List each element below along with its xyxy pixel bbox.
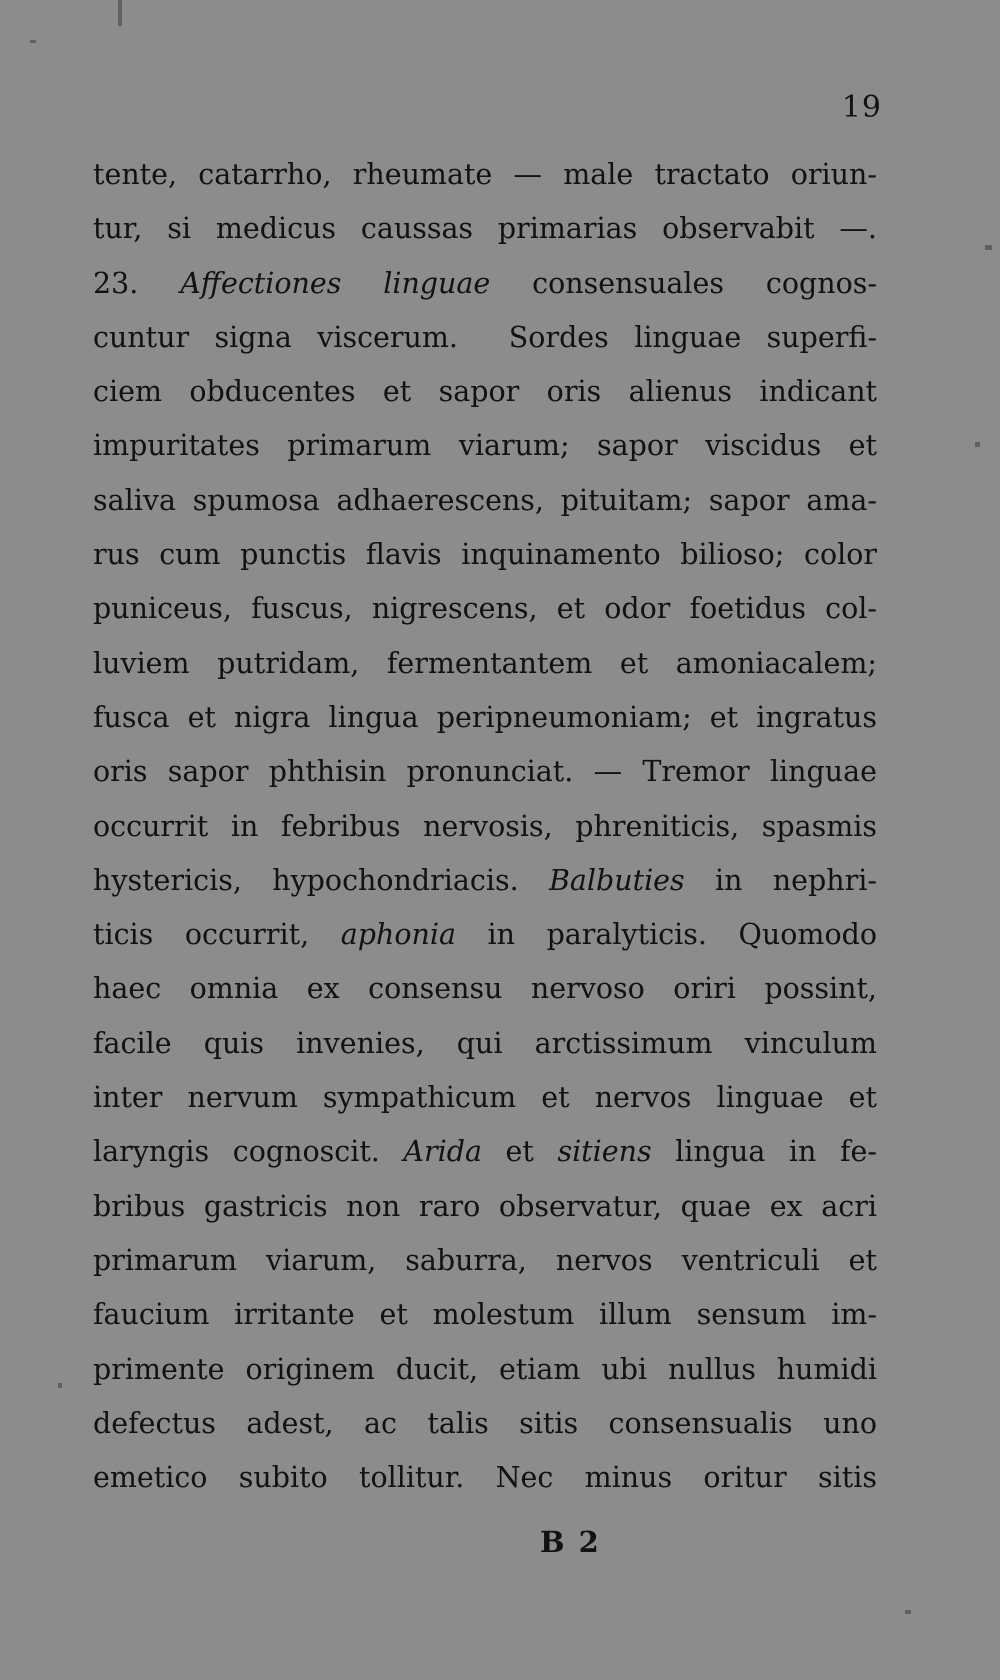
- italic-phrase: Balbuties: [548, 863, 685, 897]
- italic-phrase: sitiens: [557, 1135, 652, 1169]
- text-run: facile quis invenies, qui arctissimum vinculum: [93, 1026, 877, 1060]
- scan-speck: [975, 442, 980, 447]
- text-run: lingua in fe-: [651, 1135, 877, 1169]
- text-line: [93, 908, 877, 962]
- text-line: [93, 257, 877, 311]
- italic-phrase: Arida: [403, 1135, 482, 1169]
- text-line: [93, 962, 877, 1016]
- text-run: fusca et nigra lingua peripneumoniam; et ingratus: [93, 700, 877, 734]
- text-run: rus cum punctis flavis inquinamento bilioso; color: [93, 538, 877, 572]
- text-line: [93, 1125, 877, 1179]
- scan-speck: [985, 245, 992, 250]
- text-line: [93, 1234, 877, 1288]
- text-line: [93, 582, 877, 636]
- text-line: [93, 745, 877, 799]
- text-line: [93, 1180, 877, 1234]
- text-line: [93, 1397, 877, 1451]
- text-run: puniceus, fuscus, nigrescens, et odor foetidus col-: [93, 592, 877, 626]
- text-run: et: [481, 1135, 558, 1169]
- text-line: [93, 202, 877, 256]
- text-line: [93, 311, 877, 365]
- text-run: tente, catarrho, rheumate — male tractato oriun-: [93, 158, 877, 191]
- text-run: cuntur signa viscerum. Sordes linguae superfi-: [93, 320, 877, 354]
- text-line: [93, 691, 877, 745]
- text-line: [93, 148, 877, 202]
- text-line: [93, 1071, 877, 1125]
- text-run: primarum viarum, saburra, nervos ventriculi et: [93, 1243, 877, 1277]
- text-run: bribus gastricis non raro observatur, quae ex acri: [93, 1189, 877, 1223]
- text-run: saliva spumosa adhaerescens, pituitam; sapor ama-: [93, 483, 877, 517]
- text-line: [93, 854, 877, 908]
- text-run: hystericis, hypochondriacis.: [93, 863, 549, 897]
- scan-speck: [118, 0, 122, 26]
- text-line: [93, 365, 877, 419]
- text-run: haec omnia ex consensu nervoso oriri possint,: [93, 972, 877, 1006]
- text-line: [93, 1451, 877, 1505]
- text-run: 23.: [93, 266, 181, 300]
- scan-speck: [905, 1610, 911, 1614]
- text-run: oris sapor phthisin pronunciat. — Tremor linguae: [93, 755, 877, 789]
- text-run: faucium irritante et molestum illum sensum im-: [93, 1298, 877, 1332]
- text-run: tur, si medicus caussas primarias observabit —.: [93, 212, 877, 246]
- body-text: [93, 148, 877, 1505]
- text-line: [93, 1017, 877, 1071]
- text-run: ticis occurrit,: [93, 918, 341, 952]
- italic-phrase: Affectiones linguae: [180, 266, 491, 300]
- text-run: occurrit in febribus nervosis, phreniticis, spasmis: [93, 809, 877, 843]
- text-line: [93, 419, 877, 473]
- text-line: [93, 1343, 877, 1397]
- scan-speck: [58, 1383, 62, 1388]
- text-run: in paralyticis. Quomodo: [455, 918, 877, 952]
- text-run: primente originem ducit, etiam ubi nullus humidi: [93, 1352, 877, 1386]
- text-line: [93, 800, 877, 854]
- text-run: laryngis cognoscit.: [93, 1135, 404, 1169]
- text-line: [93, 474, 877, 528]
- text-line: [93, 1288, 877, 1342]
- italic-phrase: aphonia: [340, 918, 456, 952]
- text-run: impuritates primarum viarum; sapor viscidus et: [93, 429, 877, 463]
- text-run: emetico subito tollitur. Nec minus oritur sitis: [93, 1461, 877, 1495]
- page-number: 19: [841, 90, 882, 125]
- text-run: in nephri-: [684, 863, 877, 897]
- text-line: [93, 528, 877, 582]
- signature-mark: B 2: [540, 1525, 601, 1559]
- text-run: defectus adest, ac talis sitis consensualis uno: [93, 1406, 877, 1440]
- text-line: [93, 637, 877, 691]
- text-run: ciem obducentes et sapor oris alienus indicant: [93, 375, 877, 409]
- text-run: inter nervum sympathicum et nervos linguae et: [93, 1081, 877, 1115]
- text-run: luviem putridam, fermentantem et amoniacalem;: [93, 646, 877, 680]
- scan-speck: [30, 40, 36, 43]
- text-run: consensuales cognos-: [490, 266, 878, 300]
